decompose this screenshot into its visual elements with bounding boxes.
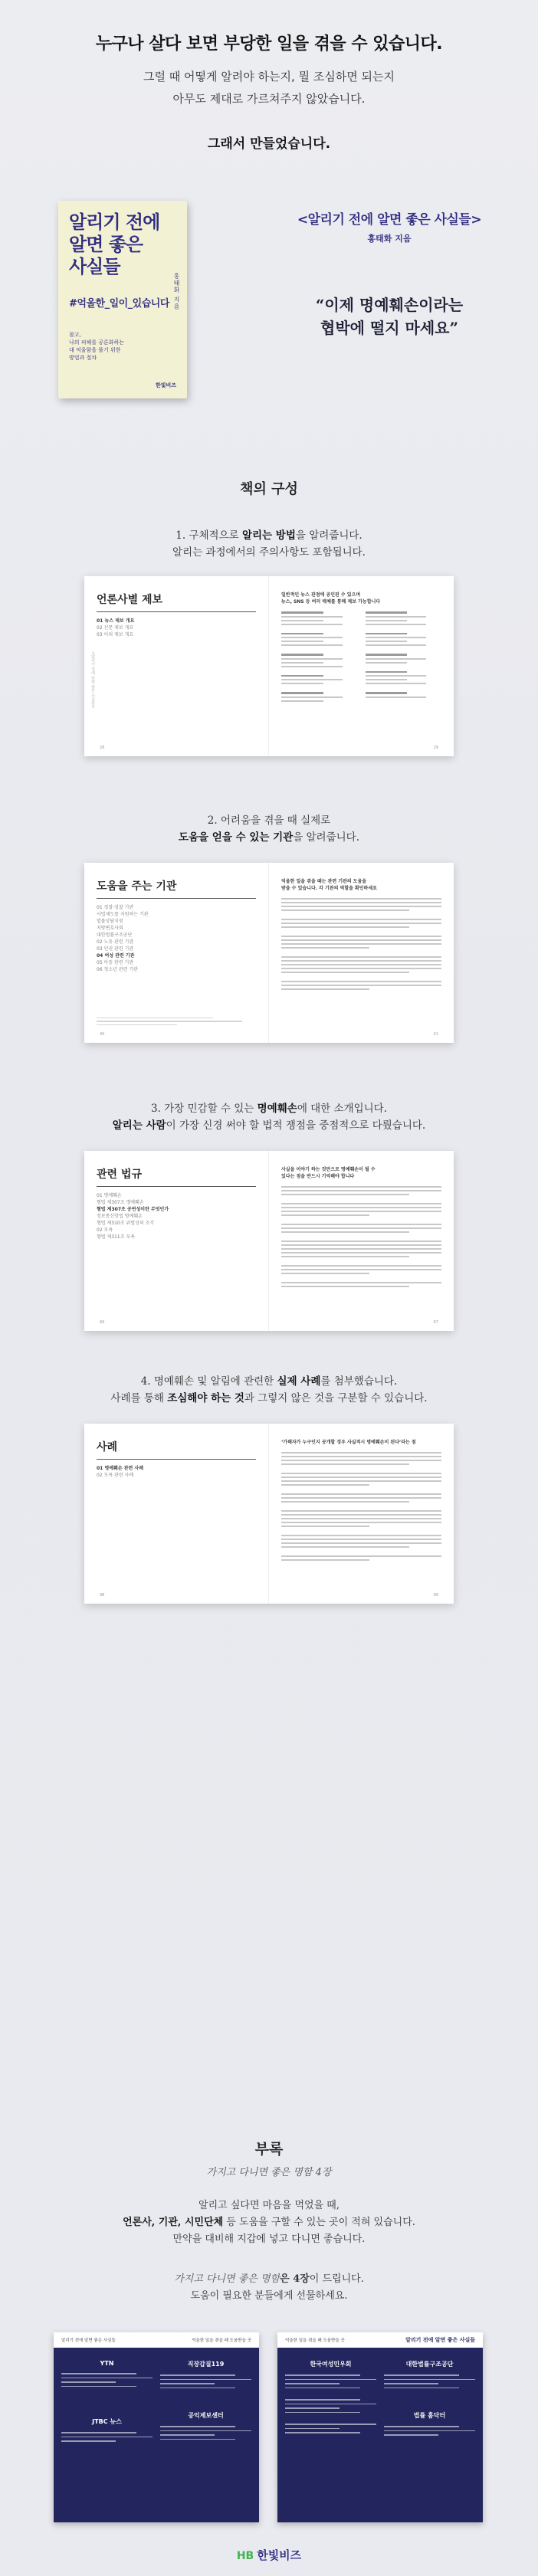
spread-heading: 사례 xyxy=(97,1439,256,1460)
body-text xyxy=(281,898,441,990)
caption-text: 과 그렇지 않은 것을 구분할 수 있습니다. xyxy=(244,1392,428,1404)
hb-logo-icon: HB xyxy=(236,2550,254,2562)
page-spread-1 xyxy=(84,576,454,756)
spread-left-page xyxy=(84,1424,269,1604)
business-card-2 xyxy=(277,2332,483,2522)
structure-title: 책의 구성 xyxy=(240,481,298,497)
book-author: 홍태화 지음 xyxy=(367,234,412,244)
spread-left-page xyxy=(84,576,269,756)
caption-text: 를 첨부했습니다. xyxy=(320,1375,398,1388)
intro-headline: 누구나 살다 보면 부당한 일을 겪을 수 있습니다. xyxy=(95,34,443,54)
caption-text: 2. 어려움을 겪을 때 실제로 xyxy=(207,814,331,827)
toc-item: 형법 제307조 공연성이란 무엇인가 xyxy=(97,1207,169,1212)
page-spread-3 xyxy=(84,1151,454,1331)
right-page-heading xyxy=(281,1166,441,1180)
spread-heading: 도움을 주는 기관 xyxy=(97,878,256,899)
toc-item: 02 모욕 xyxy=(97,1227,113,1233)
caption-text: 을 알려줍니다. xyxy=(293,831,360,844)
page-number: 29 xyxy=(433,746,438,750)
cover-desc-line: 대 억울함을 풀기 위한 xyxy=(69,347,121,353)
toc-item: 02 모욕 관련 사례 xyxy=(97,1473,134,1478)
spread-left-page xyxy=(84,1151,269,1331)
appendix-title: 부록 xyxy=(254,2141,284,2158)
toc-item: 형법 제310조 위법성의 조각 xyxy=(97,1221,155,1226)
card-band-right: 억울한 일을 겪을 때 도움받을 곳 xyxy=(192,2338,251,2343)
text-columns xyxy=(281,611,441,704)
caption-emphasis: 알리는 사람 xyxy=(112,1119,166,1132)
structure-caption-1 xyxy=(0,527,538,561)
card-column xyxy=(384,2355,475,2509)
page-spread-4 xyxy=(84,1424,454,1604)
right-head-line: 억울한 일을 겪을 때는 관련 기관의 도움을 xyxy=(281,879,367,884)
cover-description xyxy=(69,331,175,362)
card-org-name: 대한법률구조공단 xyxy=(405,2361,454,2368)
business-card-1 xyxy=(54,2332,259,2522)
right-head-line: 뉴스, SNS 등 여러 매체를 통해 제보 가능합니다 xyxy=(281,599,381,605)
toc-item: 03 이외 제보 개요 xyxy=(97,632,134,637)
card-band-left: 알리기 전에 알면 좋은 사실들 xyxy=(61,2338,116,2343)
caption-emphasis: 알리는 방법 xyxy=(241,529,296,542)
intro-line-2: 그럴 때 어떻게 알려야 하는지, 뭘 조심하면 되는지 xyxy=(143,70,395,84)
right-page-heading xyxy=(281,878,441,892)
book-cover xyxy=(58,201,187,398)
toc-item: 02 신문 제보 개요 xyxy=(97,625,134,631)
card-column xyxy=(61,2355,153,2509)
appendix-footer xyxy=(0,2271,538,2305)
body-text xyxy=(281,1452,441,1561)
caption-text: 이 가장 신경 써야 할 법적 쟁점을 중점적으로 다뤘습니다. xyxy=(166,1119,426,1132)
structure-caption-2 xyxy=(0,812,538,846)
caption-text: 에 대한 소개입니다. xyxy=(297,1103,388,1115)
toc-item: 지방변호사회 xyxy=(97,926,123,931)
page-number: 67 xyxy=(433,1320,438,1325)
appendix-foot-text: 이 드립니다. xyxy=(309,2273,364,2285)
right-page-heading xyxy=(281,592,441,605)
page-number: 41 xyxy=(433,1032,438,1037)
toc-item: 01 뉴스 제보 개요 xyxy=(97,618,135,624)
intro-line-3: 아무도 제대로 가르쳐주지 않았습니다. xyxy=(172,92,366,106)
appendix-body-text: 등 도움을 구할 수 있는 곳이 적혀 있습니다. xyxy=(223,2217,415,2228)
cover-publisher: 한빛비즈 xyxy=(155,382,176,388)
cover-desc-line: 참고, xyxy=(69,332,81,338)
intro-conclusion: 그래서 만들었습니다. xyxy=(207,136,331,152)
caption-text: 4. 명예훼손 및 알림에 관련한 xyxy=(140,1375,277,1388)
card-org-name: 법률 홈닥터 xyxy=(413,2412,446,2419)
caption-text: 알리는 과정에서의 주의사항도 포함됩니다. xyxy=(172,546,366,559)
right-head-line: 있다는 점을 반드시 기억해야 합니다 xyxy=(281,1174,355,1179)
page-number: 98 xyxy=(100,1593,105,1598)
card-org-name: 한국여성민우회 xyxy=(310,2361,352,2368)
structure-caption-3 xyxy=(0,1100,538,1134)
cover-tagline: #억울한_일이_있습니다 xyxy=(69,298,169,310)
card-band-left: 억울한 일을 겪을 때 도움받을 곳 xyxy=(285,2338,345,2343)
card-columns xyxy=(61,2355,251,2509)
cover-title: 알리기 전에 알면 좋은 사실들 xyxy=(69,211,160,277)
toc-item: 정보통신망법 명예훼손 xyxy=(97,1214,143,1219)
right-page-heading xyxy=(281,1439,441,1446)
appendix-emphasis: 언론사, 기관, 시민단체 xyxy=(123,2217,224,2228)
toc-item: 사법제도를 지원하는 기관 xyxy=(97,912,149,917)
card-band-right: 알리기 전에 알면 좋은 사실들 xyxy=(405,2337,475,2343)
card-column xyxy=(160,2355,251,2509)
book-title: <알리기 전에 알면 좋은 사실들> xyxy=(297,212,482,228)
right-head-line: 사실을 이야기 하는 것만으로 명예훼손이 될 수 xyxy=(281,1167,376,1172)
book-quote xyxy=(274,293,504,339)
toc-item: 형법 제307조 명예훼손 xyxy=(97,1200,144,1205)
toc-item: 01 명예훼손 xyxy=(97,1193,122,1198)
card-column xyxy=(285,2355,376,2509)
card-band xyxy=(277,2332,483,2348)
card-columns xyxy=(285,2355,475,2509)
caption-emphasis: 실제 사례 xyxy=(277,1375,321,1388)
card-org-name: 공익제보센터 xyxy=(188,2412,224,2419)
intro xyxy=(0,31,538,152)
appendix-subtitle xyxy=(0,2164,538,2178)
toc-item: 대한법률구조공단 xyxy=(97,932,133,938)
cover-desc-line: 방법과 절차 xyxy=(69,355,97,361)
text-column xyxy=(281,611,358,704)
toc-item: 형법 제311조 모욕 xyxy=(97,1234,136,1240)
spread-heading: 관련 법규 xyxy=(97,1166,256,1187)
footnote xyxy=(97,1018,242,1028)
appendix-body xyxy=(0,2197,538,2248)
publisher-name: 한빛비즈 xyxy=(257,2548,302,2562)
right-head-line: 일반적인 뉴스 관점에 공인된 수 있으며 xyxy=(281,592,361,598)
spread-heading: 언론사별 제보 xyxy=(97,592,256,612)
spread-right-page xyxy=(269,863,454,1043)
card-org-name: YTN xyxy=(100,2360,114,2367)
appendix-body-line: 만약을 대비해 지갑에 넣고 다니면 좋습니다. xyxy=(172,2234,366,2245)
quote-line: 협박에 떨지 마세요” xyxy=(320,319,458,337)
caption-text: 을 알려줍니다. xyxy=(295,529,362,542)
toc-item: 법률상담지원 xyxy=(97,919,123,924)
spread-right-page xyxy=(269,576,454,756)
toc-item: 03 인권 관련 기관 xyxy=(97,946,134,952)
spread-right-page xyxy=(269,1151,454,1331)
toc-item: 06 청소년 관련 기관 xyxy=(97,967,138,972)
appendix-foot-line: 도움이 필요한 분들에게 선물하세요. xyxy=(190,2290,348,2302)
appendix-foot-italic: 가지고 다니면 좋은 명함 xyxy=(174,2273,280,2285)
text-column xyxy=(366,611,442,704)
caption-emphasis: 도움을 얻을 수 있는 기관 xyxy=(178,831,294,844)
cover-author: 홍태화 지음 xyxy=(173,273,180,310)
card-org-name: 직장갑질119 xyxy=(187,2361,225,2368)
caption-text: 1. 구체적으로 xyxy=(176,529,242,542)
page-number: 99 xyxy=(433,1593,438,1598)
appendix-subtitle-text: 가지고 다니면 좋은 명함 4장 xyxy=(206,2167,332,2178)
caption-text: 사례를 통해 xyxy=(110,1392,168,1404)
quote-line: “이제 명예훼손이라는 xyxy=(315,296,464,314)
card-org-name: JTBC 뉴스 xyxy=(92,2418,122,2425)
page-number: 66 xyxy=(100,1320,105,1325)
toc-item: 01 경찰·검찰 기관 xyxy=(97,905,134,910)
right-head-line: ‘가해자가 누구인지 공개할 경우 사실적시 명예훼손이 된다’라는 점 xyxy=(281,1440,416,1445)
body-text xyxy=(281,1186,441,1287)
page-number: 40 xyxy=(100,1032,105,1037)
book-info xyxy=(274,208,504,339)
side-running-title: <알리기 전에 알면 좋은 사실들> xyxy=(90,651,95,709)
page-spread-2 xyxy=(84,863,454,1043)
publisher-logo xyxy=(0,2547,538,2563)
structure-caption-4 xyxy=(0,1373,538,1407)
caption-emphasis: 명예훼손 xyxy=(257,1103,297,1115)
caption-text: 3. 가장 민감할 수 있는 xyxy=(150,1103,258,1115)
cover-desc-line: 나의 피해를 공론화하는 xyxy=(69,339,125,346)
spread-right-page xyxy=(269,1424,454,1604)
appendix-body-line: 알리고 싶다면 마음을 먹었을 때, xyxy=(198,2200,340,2211)
appendix-foot-emphasis: 은 4장 xyxy=(280,2273,310,2285)
toc-item: 01 명예훼손 관련 사례 xyxy=(97,1466,143,1471)
toc-item: 05 아동 관련 기관 xyxy=(97,960,134,965)
right-head-line: 받을 수 있습니다. 각 기관의 역할을 확인하세요 xyxy=(281,886,377,891)
caption-emphasis: 조심해야 하는 것 xyxy=(167,1392,244,1404)
card-band xyxy=(54,2332,259,2348)
page-number: 28 xyxy=(100,746,105,750)
toc-item: 02 노동 관련 기관 xyxy=(97,939,134,945)
toc-item: 04 여성 관련 기관 xyxy=(97,953,135,959)
spread-left-page xyxy=(84,863,269,1043)
